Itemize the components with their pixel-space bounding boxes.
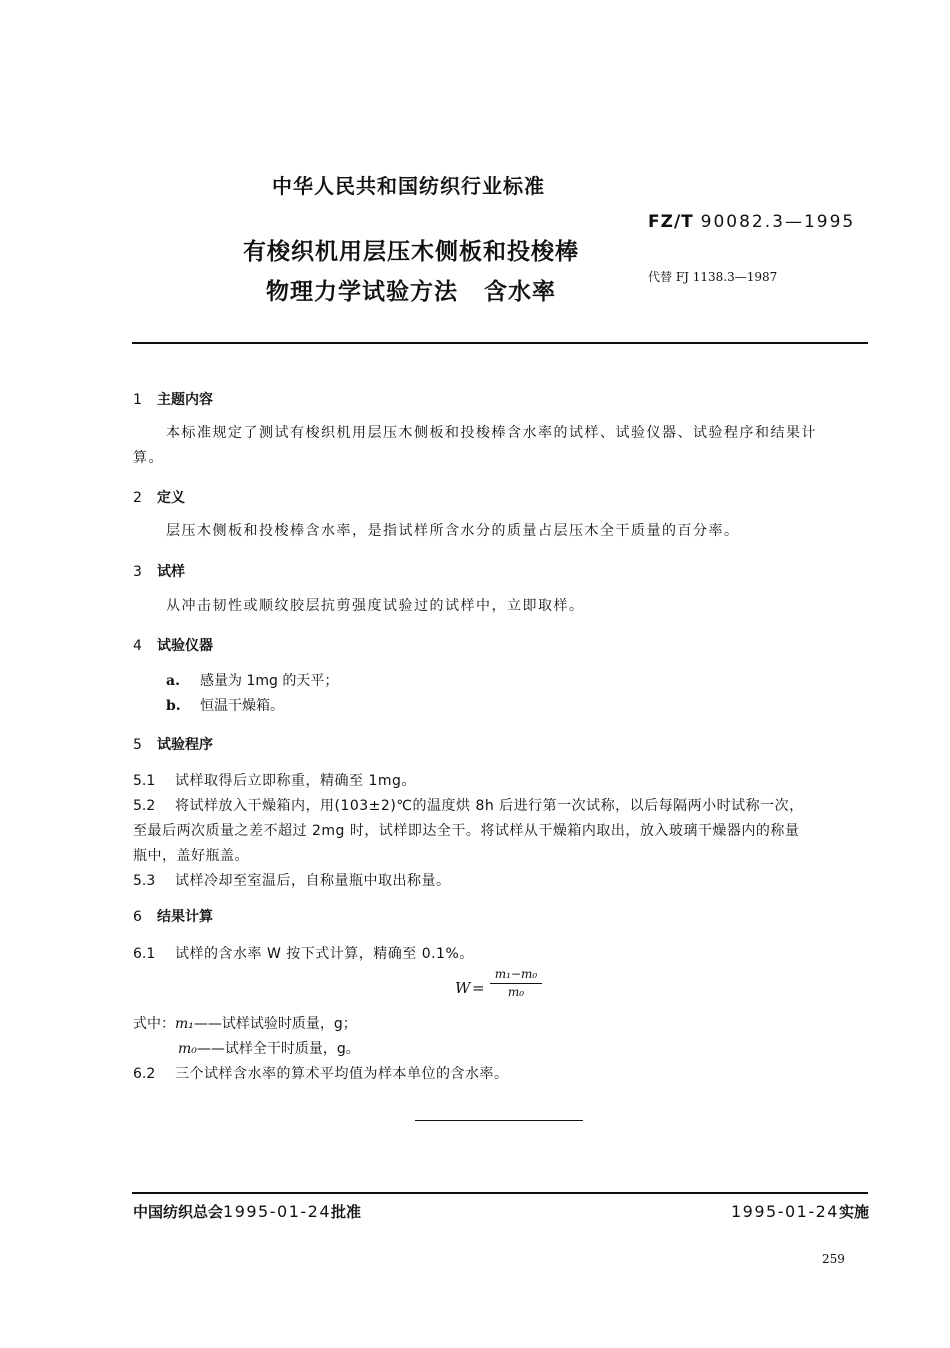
formula-denominator: m₀ [507,985,525,999]
section-1-heading: 1 主题内容 [133,392,213,408]
section-3-para: 从冲击韧性或顺纹胶层抗剪强度试验过的试样中，立即取样。 [166,598,585,614]
title-part-a: 物理力学试验方法 [266,279,458,305]
footer-divider [132,1192,868,1194]
formula-fraction [490,967,542,999]
formula-lhs: W [455,979,471,997]
formula-equals: = [472,979,485,997]
formula-numerator: m₁−m₀ [490,967,542,984]
page-number: 259 [822,1252,845,1266]
section-5-heading: 5 试验程序 [133,737,213,753]
end-rule [415,1120,583,1121]
list-item: b. 恒温干燥箱。 [166,698,284,714]
section-1-para-line2: 算。 [133,450,164,466]
section-2-para: 层压木侧板和投梭棒含水率，是指试样所含水分的质量占层压木全干质量的百分率。 [166,523,740,539]
section-1-para-line1: 本标准规定了测试有梭织机用层压木侧板和投梭棒含水率的试样、试验仪器、试验程序和结果计 [166,425,817,441]
section-3-heading: 3 试样 [133,564,185,580]
list-item: a. 感量为 1mg 的天平； [166,673,339,689]
standard-code-number: 90082.3—1995 [700,212,856,232]
variable-m1: 式中：m₁——试样试验时质量，g； [133,1016,357,1032]
clause-5-3: 5.3 试样冷却至室温后，自称量瓶中取出称量。 [133,873,451,889]
clause-5-2-cont1: 至最后两次质量之差不超过 2mg 时，试样即达全干。将试样从干燥箱内取出，放入玻璃干燥器内的称量 [133,823,800,839]
clause-5-1: 5.1 试样取得后立即称重，精确至 1mg。 [133,773,416,789]
standard-code [648,212,855,232]
section-6-heading: 6 结果计算 [133,909,213,925]
section-4-heading: 4 试验仪器 [133,638,213,654]
document-title-line2 [266,273,556,306]
variable-m0: m₀——试样全干时质量，g。 [178,1041,360,1057]
replaces-note: 代替 FJ 1138.3—1987 [648,270,778,284]
standard-code-prefix: FZ/T [648,212,694,232]
title-part-b: 含水率 [484,279,556,305]
section-2-heading: 2 定义 [133,490,185,506]
document-title-line1: 有梭织机用层压木侧板和投梭棒 [243,239,579,265]
implementation-info: 1995-01-24实施 [731,1202,869,1221]
header-divider [132,342,868,344]
clause-5-2-cont2: 瓶中，盖好瓶盖。 [133,848,249,864]
clause-6-1: 6.1 试样的含水率 W 按下式计算，精确至 0.1%。 [133,946,474,962]
clause-5-2: 5.2 将试样放入干燥箱内，用(103±2)℃的温度烘 8h 后进行第一次试称，以后每隔两小时试称一次， [133,798,804,814]
clause-6-2: 6.2 三个试样含水率的算术平均值为样本单位的含水率。 [133,1066,509,1082]
approval-info: 中国纺织总会1995-01-24批准 [133,1202,362,1221]
organization-title: 中华人民共和国纺织行业标准 [272,174,545,198]
